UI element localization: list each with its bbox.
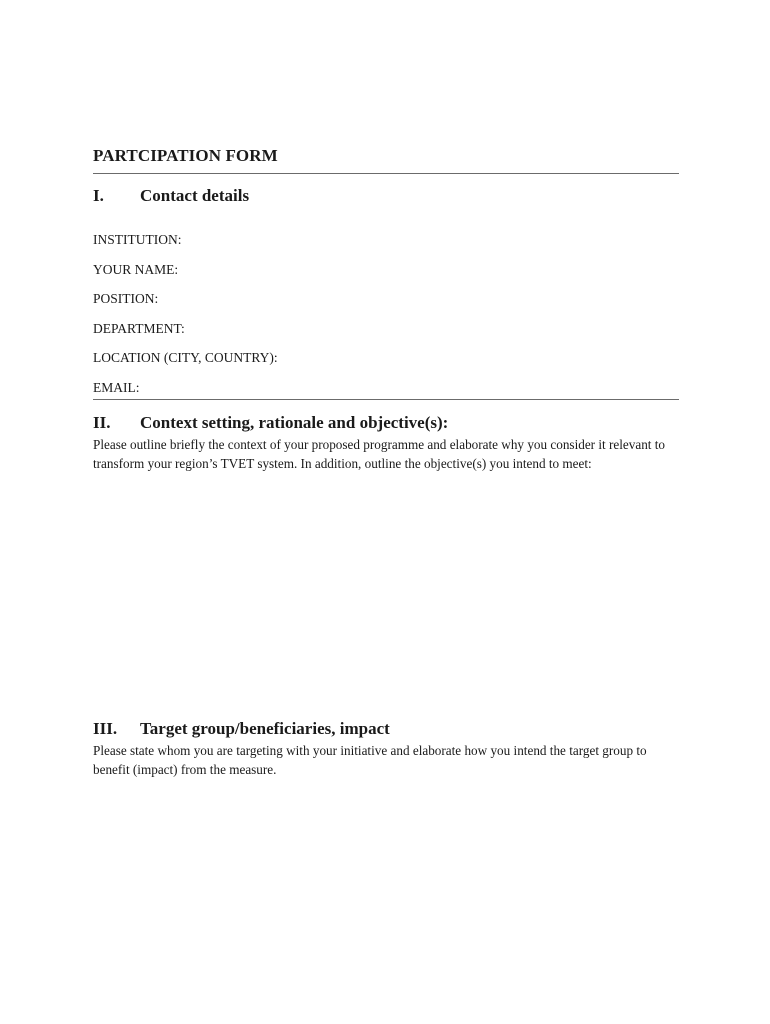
- title-divider: [93, 173, 679, 174]
- section-target-heading: [93, 719, 390, 739]
- field-label-position: POSITION:: [93, 291, 159, 306]
- form-title: PARTCIPATION FORM: [93, 146, 278, 165]
- section-contact-heading: [93, 186, 249, 206]
- section-number: III.: [93, 719, 118, 738]
- field-label-name: YOUR NAME:: [93, 262, 179, 277]
- section-number: I.: [93, 186, 104, 205]
- section-title: Contact details: [140, 186, 250, 205]
- field-label-institution: INSTITUTION:: [93, 232, 182, 247]
- section-number: II.: [93, 413, 111, 432]
- section-context-instructions: Please outline briefly the context of your proposed programme and elaborate why you consider it relevant to transform your region’s TVET system. In addition, outline the objective(s) you intend to meet:: [93, 437, 666, 471]
- field-label-email: EMAIL:: [93, 380, 140, 395]
- section-target-instructions: Please state whom you are targeting with your initiative and elaborate how you intend the target group to benefit (impact) from the measure.: [93, 743, 647, 777]
- section-title: Context setting, rationale and objective(s):: [140, 413, 449, 432]
- field-label-department: DEPARTMENT:: [93, 321, 185, 336]
- field-label-location: LOCATION (CITY, COUNTRY):: [93, 350, 278, 365]
- contact-divider: [93, 399, 679, 400]
- section-title: Target group/beneficiaries, impact: [140, 719, 390, 738]
- section-context-heading: [93, 413, 448, 433]
